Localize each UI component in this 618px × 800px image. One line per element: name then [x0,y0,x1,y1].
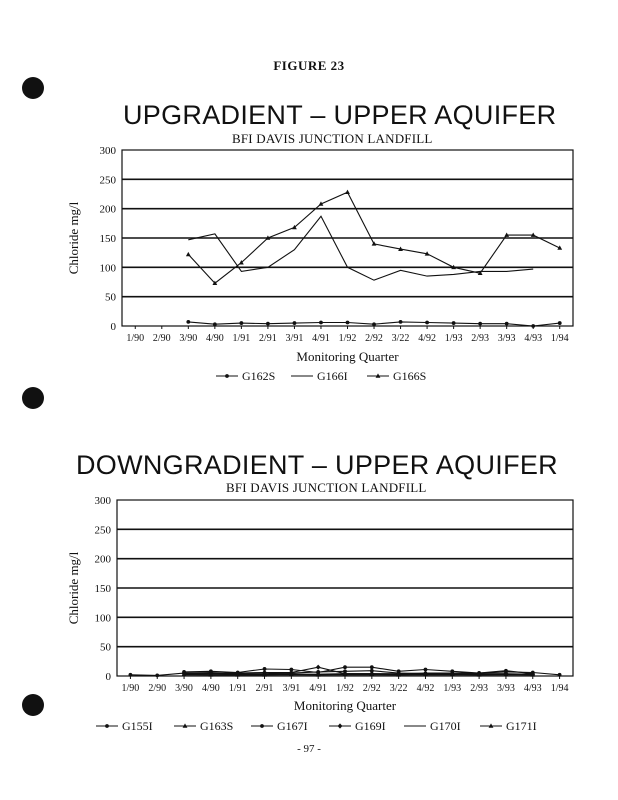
x-tick-label: 2/93 [470,683,489,694]
legend-item [174,719,233,733]
x-tick-label: 1/92 [338,333,357,344]
x-tick-label: 4/91 [309,683,328,694]
y-tick-label: 0 [105,671,111,683]
y-tick-label: 150 [99,233,116,245]
x-tick-label: 1/94 [550,333,569,344]
x-tick-label: 3/91 [282,683,301,694]
y-tick-label: 200 [99,203,116,216]
x-tick-label: 1/91 [228,683,247,694]
figure-label: FIGURE 23 [273,58,345,73]
x-tick-label: 2/90 [152,333,171,344]
x-axis-label: Monitoring Quarter [293,698,397,713]
legend-item [329,719,386,733]
legend-label: G162S [242,369,276,383]
x-tick-label: 1/91 [232,333,251,344]
chart-subtitle: BFI DAVIS JUNCTION LANDFILL [226,480,427,495]
chart-title: UPGRADIENT – UPPER AQUIFER [123,100,557,130]
legend-label: G169I [355,719,386,733]
x-tick-label: 2/92 [362,683,381,694]
legend-label: G171I [506,719,537,733]
y-tick-label: 150 [94,583,111,595]
data-point [558,673,562,677]
legend-item [404,719,461,733]
page-number: - 97 - [297,743,321,755]
x-tick-label: 3/90 [175,683,193,694]
x-tick-label: 2/92 [365,333,383,344]
data-point [155,674,159,678]
chart-title: DOWNGRADIENT – UPPER AQUIFER [76,450,558,480]
x-tick-label: 1/93 [443,683,462,694]
legend-label: G166I [317,369,348,383]
legend-label: G155I [122,719,153,733]
y-tick-label: 200 [94,553,111,566]
legend-item [96,719,153,733]
legend-label: G163S [200,719,234,733]
y-tick-label: 250 [99,174,116,187]
y-axis-label: Chloride mg/l [66,551,81,625]
data-point [343,665,347,669]
x-tick-label: 2/91 [259,333,277,344]
x-axis-label: Monitoring Quarter [296,349,399,364]
x-tick-label: 2/93 [471,333,490,344]
legend-label: G167I [277,719,308,733]
legend-label: G170I [430,719,461,733]
x-tick-label: 1/90 [126,333,145,344]
legend-item [480,719,537,733]
x-tick-label: 4/90 [201,683,220,694]
x-tick-label: 4/92 [416,683,435,694]
y-tick-label: 250 [94,524,111,537]
chart-subtitle: BFI DAVIS JUNCTION LANDFILL [232,131,433,146]
x-tick-label: 3/91 [285,333,304,344]
legend-marker [105,724,109,728]
x-tick-label: 1/90 [121,683,140,694]
x-tick-label: 1/92 [336,683,354,694]
y-tick-label: 100 [99,262,116,275]
x-tick-label: 3/93 [497,683,515,694]
y-tick-label: 50 [105,291,116,304]
legend-marker [338,723,343,728]
x-tick-label: 4/90 [205,333,224,344]
y-tick-label: 0 [110,321,116,333]
x-tick-label: 2/91 [255,683,274,694]
data-point [129,673,133,677]
y-tick-label: 50 [100,641,111,654]
x-tick-label: 4/93 [524,333,543,344]
y-tick-label: 300 [99,145,116,157]
legend-item [251,719,308,733]
x-tick-label: 4/93 [523,683,542,694]
x-tick-label: 4/91 [312,333,330,344]
x-tick-label: 1/93 [444,333,463,344]
y-tick-label: 100 [94,612,111,625]
x-tick-label: 3/22 [391,333,410,344]
data-point [370,665,374,669]
x-tick-label: 3/90 [179,333,198,344]
legend-marker [260,724,264,728]
y-tick-label: 300 [94,495,111,507]
x-tick-label: 1/94 [550,683,569,694]
x-tick-label: 4/92 [418,333,436,344]
y-axis-label: Chloride mg/l [66,201,81,275]
data-point [316,665,321,670]
legend-label: G166S [393,369,427,383]
x-tick-label: 3/22 [389,683,408,694]
x-tick-label: 3/93 [497,333,516,344]
x-tick-label: 2/90 [148,683,167,694]
